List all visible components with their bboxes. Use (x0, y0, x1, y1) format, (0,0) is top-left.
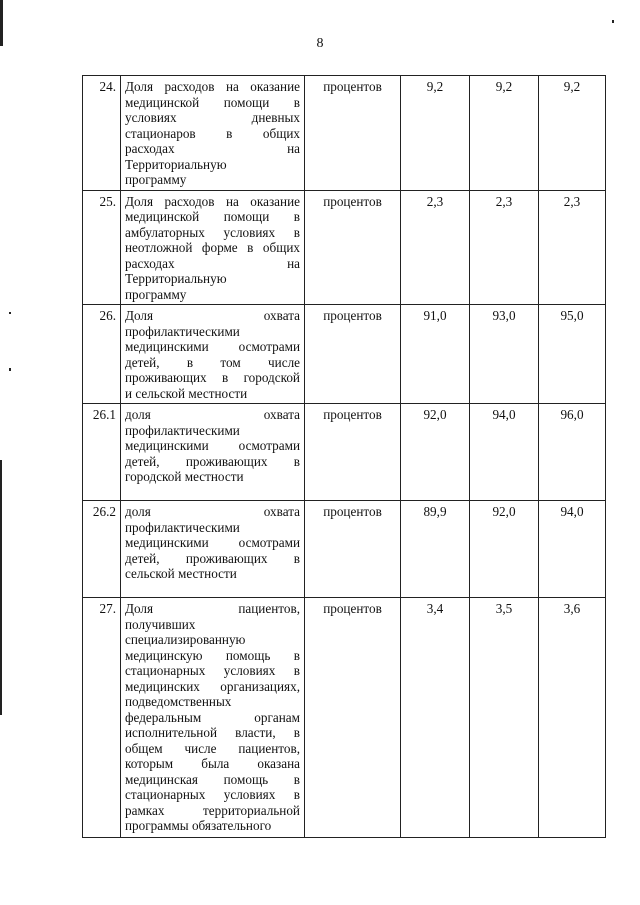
margin-mark (9, 368, 11, 371)
description-line: программу (125, 172, 187, 187)
description-line: и сельской местности (125, 385, 248, 401)
table-row (83, 501, 606, 598)
description-line: стационарных условиях в (125, 787, 300, 802)
description-line: рамках территориальной (125, 802, 300, 818)
description-line: программы обязательного (125, 818, 272, 833)
value-cell-3: 95,0 (539, 305, 606, 404)
indicator-description (121, 501, 305, 598)
indicator-description (121, 404, 305, 501)
table-row (83, 404, 606, 501)
value-cell-1: 9,2 (401, 76, 470, 191)
description-line: медицинская помощь в (125, 771, 300, 787)
description-line: стационаров в общих (125, 125, 300, 141)
description-line: проживающих в городской (125, 370, 300, 385)
unit-cell: процентов (305, 190, 401, 305)
description-line: сельской местности (125, 566, 237, 581)
description-line: медицинскими осмотрами (125, 535, 300, 550)
unit-cell: процентов (305, 305, 401, 404)
value-cell-2: 93,0 (470, 305, 539, 404)
margin-mark (612, 20, 614, 23)
description-line: Территориальную (125, 156, 227, 172)
indicator-description (121, 305, 305, 404)
margin-mark (0, 460, 2, 715)
description-line: медицинских организациях, (125, 678, 300, 694)
value-cell-3: 94,0 (539, 501, 606, 598)
description-line: стационарных условиях в (125, 663, 300, 678)
value-cell-2: 92,0 (470, 501, 539, 598)
row-number: 27. (83, 598, 121, 838)
description-line: амбулаторных условиях в (125, 224, 300, 240)
description-line: исполнительной власти, в (125, 725, 300, 740)
value-cell-2: 2,3 (470, 190, 539, 305)
description-line: доля охвата (125, 407, 300, 422)
description-line: условиях дневных (125, 110, 300, 125)
row-number: 25. (83, 190, 121, 305)
row-number: 26.1 (83, 404, 121, 501)
description-line: Доля охвата (125, 308, 300, 323)
description-line: Доля расходов на оказание (125, 193, 300, 209)
table-row (83, 76, 606, 191)
row-number: 26. (83, 305, 121, 404)
description-line: специализированную (125, 632, 246, 647)
margin-mark (0, 0, 3, 46)
value-cell-1: 89,9 (401, 501, 470, 598)
description-line: которым была оказана (125, 756, 300, 771)
value-cell-1: 92,0 (401, 404, 470, 501)
description-line: медицинскую помощь в (125, 647, 300, 663)
value-cell-3: 96,0 (539, 404, 606, 501)
unit-cell: процентов (305, 76, 401, 191)
description-line: детей, в том числе (125, 354, 300, 370)
description-line: расходах на (125, 255, 300, 271)
description-line: профилактическими (125, 422, 240, 438)
description-line: профилактическими (125, 519, 240, 535)
description-line: городской местности (125, 469, 244, 484)
description-line: Территориальную (125, 271, 227, 286)
value-cell-1: 2,3 (401, 190, 470, 305)
indicator-description (121, 190, 305, 305)
description-line: программу (125, 286, 187, 302)
description-line: федеральным органам (125, 709, 300, 725)
description-line: медицинской помощи в (125, 209, 300, 224)
table-row (83, 598, 606, 838)
margin-mark (9, 312, 11, 314)
description-line: доля охвата (125, 504, 300, 519)
table-row (83, 305, 606, 404)
table-row (83, 190, 606, 305)
description-line: медицинскими осмотрами (125, 438, 300, 453)
description-line: Доля расходов на оказание (125, 79, 300, 94)
description-line: подведомственных (125, 694, 232, 709)
indicators-table (82, 75, 606, 838)
row-number: 26.2 (83, 501, 121, 598)
value-cell-2: 3,5 (470, 598, 539, 838)
description-line: детей, проживающих в (125, 453, 300, 469)
value-cell-3: 3,6 (539, 598, 606, 838)
value-cell-3: 9,2 (539, 76, 606, 191)
description-line: медицинскими осмотрами (125, 339, 300, 354)
value-cell-1: 3,4 (401, 598, 470, 838)
description-line: медицинской помощи в (125, 94, 300, 110)
indicator-description (121, 76, 305, 191)
description-line: неотложной форме в общих (125, 240, 300, 255)
description-line: общем числе пациентов, (125, 740, 300, 756)
unit-cell: процентов (305, 598, 401, 838)
description-line: Доля пациентов, (125, 601, 300, 616)
indicator-description (121, 598, 305, 838)
value-cell-2: 9,2 (470, 76, 539, 191)
row-number: 24. (83, 76, 121, 191)
page-number: 8 (316, 36, 324, 51)
description-line: получивших (125, 616, 196, 632)
value-cell-1: 91,0 (401, 305, 470, 404)
value-cell-3: 2,3 (539, 190, 606, 305)
unit-cell: процентов (305, 501, 401, 598)
value-cell-2: 94,0 (470, 404, 539, 501)
unit-cell: процентов (305, 404, 401, 501)
description-line: профилактическими (125, 323, 240, 339)
description-line: детей, проживающих в (125, 550, 300, 566)
description-line: расходах на (125, 141, 300, 156)
